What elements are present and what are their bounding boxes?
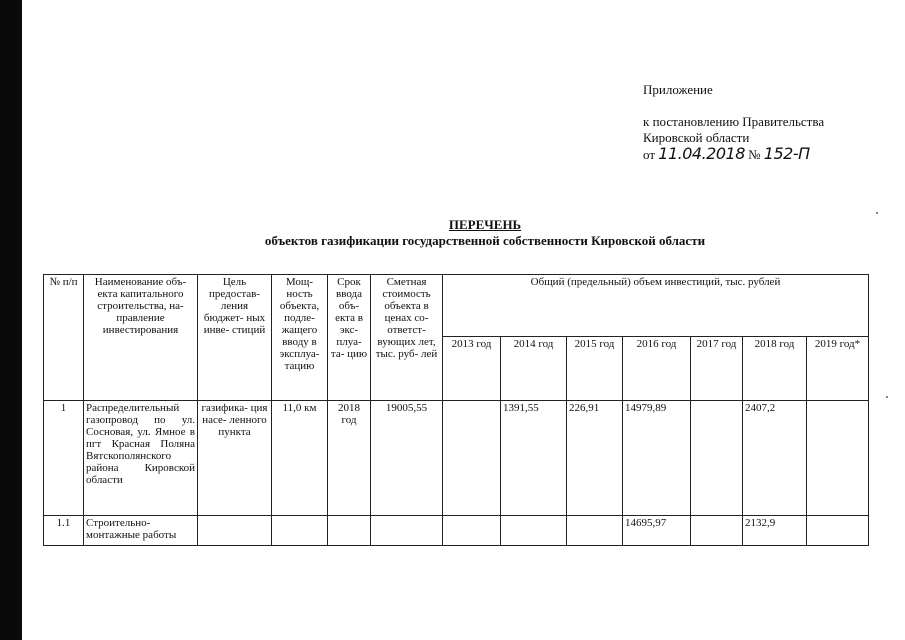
- row-cost: [371, 516, 443, 546]
- investment-table: [43, 274, 869, 546]
- row-value-2015: 226,91: [567, 401, 623, 516]
- appendix-line-region: Кировской области: [643, 130, 750, 145]
- handwritten-date: 11.04.2018: [658, 144, 745, 163]
- header-cost: Сметная стоимость объекта в ценах со- ответст- вующих лет, тыс. руб- лей: [371, 275, 443, 401]
- row-value-2017: [691, 401, 743, 516]
- row-goal: [198, 516, 272, 546]
- header-goal: Цель предостав- ления бюджет- ных инве- стиций: [198, 275, 272, 401]
- header-year-2015: 2015 год: [567, 337, 623, 401]
- header-year-2014: 2014 год: [501, 337, 567, 401]
- row-num: 1.1: [44, 516, 84, 546]
- handwritten-number: 152-П: [763, 144, 810, 163]
- row-value-2013: [443, 401, 501, 516]
- appendix-line-resolution: к постановлению Правительства: [643, 114, 825, 129]
- row-value-2016: 14695,97: [623, 516, 691, 546]
- row-term: [328, 516, 371, 546]
- header-row: [44, 275, 869, 337]
- row-name: Распределительный газопровод по ул. Сосновая, ул. Ямное в пгт Красная Поляна Вятскополянского района Кировской области: [84, 401, 198, 516]
- row-value-2018: 2132,9: [743, 516, 807, 546]
- header-year-2016: 2016 год: [623, 337, 691, 401]
- row-value-2014: [501, 516, 567, 546]
- row-cost: 19005,55: [371, 401, 443, 516]
- header-num: № п/п: [44, 275, 84, 401]
- row-name: Строительно- монтажные работы: [84, 516, 198, 546]
- header-year-2013: 2013 год: [443, 337, 501, 401]
- row-term: 2018 год: [328, 401, 371, 516]
- row-goal: газифика- ция насе- ленного пункта: [198, 401, 272, 516]
- date-prefix: от: [643, 147, 656, 162]
- appendix-date-line: [643, 146, 893, 163]
- table-row: [44, 401, 869, 516]
- header-name: Наименование объ- екта капитального строительства, на- правление инвестирования: [84, 275, 198, 401]
- header-year-2018: 2018 год: [743, 337, 807, 401]
- row-value-2014: 1391,55: [501, 401, 567, 516]
- row-value-2013: [443, 516, 501, 546]
- scan-speck: [886, 396, 888, 398]
- row-value-2017: [691, 516, 743, 546]
- row-value-2019: [807, 401, 869, 516]
- appendix-title: Приложение: [643, 82, 713, 97]
- scan-edge: [0, 0, 22, 640]
- row-value-2016: 14979,89: [623, 401, 691, 516]
- row-value-2019: [807, 516, 869, 546]
- document-subtitle: объектов газификации государственной собственности Кировской области: [264, 233, 706, 248]
- header-term: Срок ввода объ- екта в экс- плуа- та- цию: [328, 275, 371, 401]
- document-title: ПЕРЕЧЕНЬ: [448, 217, 522, 232]
- row-value-2018: 2407,2: [743, 401, 807, 516]
- header-year-2019: 2019 год*: [807, 337, 869, 401]
- row-value-2015: [567, 516, 623, 546]
- header-year-2017: 2017 год: [691, 337, 743, 401]
- number-prefix: №: [748, 147, 761, 162]
- header-power: Мощ- ность объекта, подле- жащего вводу в эксплуа- тацию: [272, 275, 328, 401]
- row-power: [272, 516, 328, 546]
- scan-speck: [876, 212, 878, 214]
- header-investment: Общий (предельный) объем инвестиций, тыс. рублей: [443, 275, 869, 337]
- table-row: [44, 516, 869, 546]
- row-power: 11,0 км: [272, 401, 328, 516]
- appendix-block: [643, 82, 893, 163]
- row-num: 1: [44, 401, 84, 516]
